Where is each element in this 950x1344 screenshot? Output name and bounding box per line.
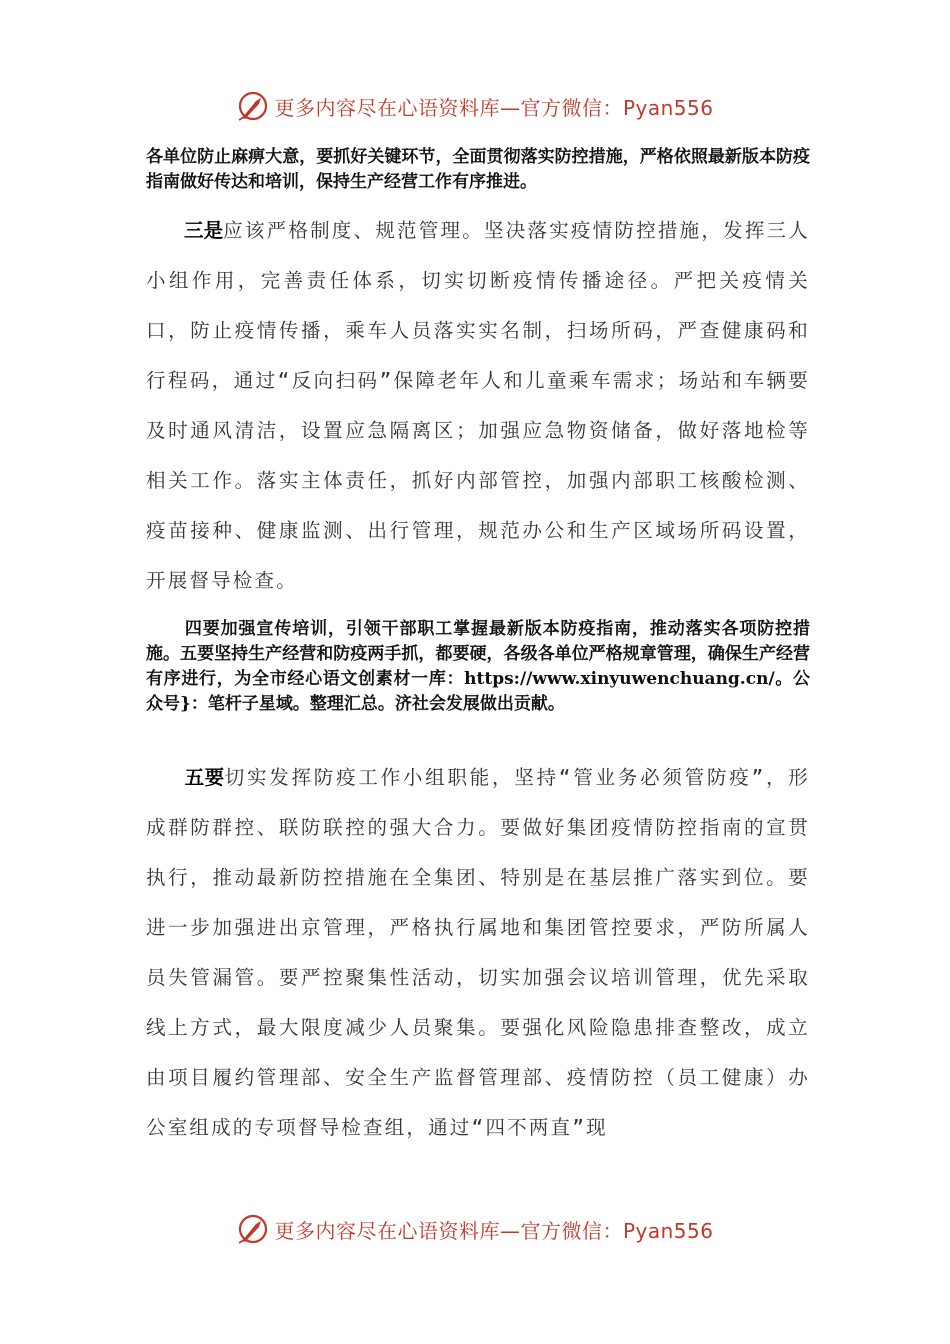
footer-banner: [0, 1209, 950, 1249]
pen-nib-logo-icon: [236, 89, 270, 123]
paragraph-4: [146, 753, 810, 1153]
paragraph-3: [146, 617, 810, 717]
paragraph-4-body: 切实发挥防疫工作小组职能，坚持“管业务必须管防疫”，形成群防群控、联防联控的强大合力。要做好集团疫情防控指南的宣贯执行，推动最新防控措施在全集团、特别是在基层推广落实到位。要进一步加强进出京管理，严格执行属地和集团管控要求，严防所属人员失管漏管。要严控聚集性活动，切实加强会议培训管理，优先采取线上方式，最大限度减少人员聚集。要强化风险隐患排查整改，成立由项目履约管理部、安全生产监督管理部、疫情防控（员工健康）办公室组成的专项督导检查组，通过“四不两直”现: [146, 766, 810, 1139]
paragraph-4-lead: 五要: [184, 766, 225, 789]
header-banner: [0, 86, 950, 126]
paragraph-1-text: 各单位防止麻痹大意，要抓好关键环节，全面贯彻落实防控措施，严格依照最新版本防疫指南做好传达和培训，保持生产经营工作有序推进。: [146, 147, 810, 192]
paragraph-2-lead: 三是: [184, 219, 224, 242]
footer-banner-text: 更多内容尽在心语资料库—官方微信：Pyan556: [274, 1218, 714, 1243]
paragraph-3-text: [146, 617, 810, 717]
paragraph-1: [146, 145, 810, 195]
paragraph-3-body: 四要加强宣传培训，引领干部职工掌握最新版本防疫指南，推动落实各项防控措施。五要坚持生产经营和防疫两手抓，都要硬，各级各单位严格规章管理，确保生产经营有序进行，为全市经心语文创素材一库：https://www.xinyuwenchuang.cn/。公众号}：笔杆子星域。整理汇总。济社会发展做出贡献。: [146, 619, 810, 714]
paragraph-2-body: 应该严格制度、规范管理。坚决落实疫情防控措施，发挥三人小组作用，完善责任体系，切实切断疫情传播途径。严把关疫情关口，防止疫情传播，乘车人员落实实名制，扫场所码，严查健康码和行程码，通过“反向扫码”保障老年人和儿童乘车需求；场站和车辆要及时通风清洁，设置应急隔离区；加强应急物资储备，做好落地检等相关工作。落实主体责任，抓好内部管控，加强内部职工核酸检测、疫苗接种、健康监测、出行管理，规范办公和生产区域场所码设置，开展督导检查。: [146, 219, 810, 592]
paragraph-4-text: [146, 753, 810, 1153]
pen-nib-logo-icon: [236, 1212, 270, 1246]
paragraph-2-text: [146, 206, 810, 606]
header-banner-text: 更多内容尽在心语资料库—官方微信：Pyan556: [274, 95, 714, 120]
paragraph-2: [146, 206, 810, 606]
